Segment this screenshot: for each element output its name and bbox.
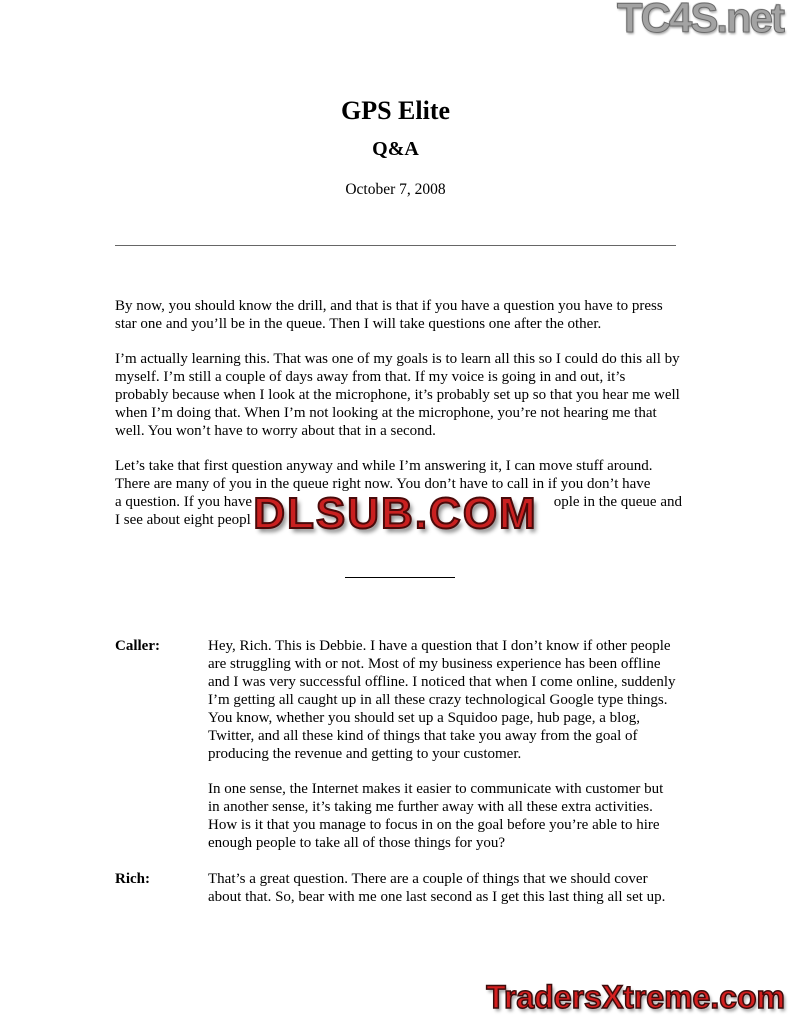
page-title: GPS Elite [340, 96, 451, 125]
speech-paragraph: That’s a great question. There are a couple of things that we should cover about that. So, bear with me one last second as I get this last thing all set up. [208, 871, 666, 905]
page-subtitle: Q&A [372, 138, 419, 160]
speech-paragraph: In one sense, the Internet makes it easier to communicate with customer but in another sense, it’s taking me further away with all these extra activities. How is it that you manage to focus in on the goal before you’re able to hire enough people to take all of those things for you? [208, 781, 664, 851]
intro-paragraph-2: I’m actually learning this. That was one of my goals is to learn all this so I could do this all by myself. I’m still a couple of days away from that. If my voice is going in and out, it’s probably because when I look at the microphone, it’s probably set up so that you hear me well when I’m doing that. When I’m not looking at the microphone, you’re not hearing me that well. You won’t have to worry about that in a second. [115, 351, 680, 439]
text-line: I see about eight peopl [115, 512, 251, 528]
text-line: There are many of you in the queue right now. You don’t have to call in if you don’t have [115, 476, 651, 492]
speaker-label: Rich: [115, 871, 150, 887]
tradersxtreme-logo: TradersXtreme.com [486, 979, 785, 1015]
text-fragment-right: ople in the queue and [553, 494, 682, 510]
document-date: October 7, 2008 [345, 181, 446, 198]
section-divider [345, 577, 455, 578]
dialogue-turn-caller [115, 637, 676, 852]
document-header [0, 96, 791, 199]
tc4s-logo: TC4S.net [616, 0, 783, 41]
speech-text [208, 637, 676, 852]
speech-text [208, 870, 676, 906]
transcript-section [115, 637, 676, 924]
speech-paragraph: Hey, Rich. This is Debbie. I have a question that I don’t know if other people are struggling with or not. Most of my business experience has been offline and I was very successful offline. I noticed that when I come online, suddenly I’m getting all caught up in all these crazy technological Google type things. You know, whether you should set up a Squidoo page, hub page, a blog, Twitter, and all these kind of things that take you away from the goal of producing the revenue and getting to your customer. [208, 638, 676, 762]
text-line: Let’s take that first question anyway and while I’m answering it, I can move stuff around. [115, 458, 653, 474]
dialogue-turn-rich [115, 870, 676, 906]
header-divider [115, 245, 676, 246]
speaker-label: Caller: [115, 638, 160, 654]
intro-paragraph-1: By now, you should know the drill, and that is that if you have a question you have to press star one and you’ll be in the queue. Then I will take questions one after the other. [115, 298, 663, 332]
dlsub-watermark: DLSUB.COM [253, 489, 538, 538]
text-fragment-left: a question. If you have [115, 494, 253, 510]
